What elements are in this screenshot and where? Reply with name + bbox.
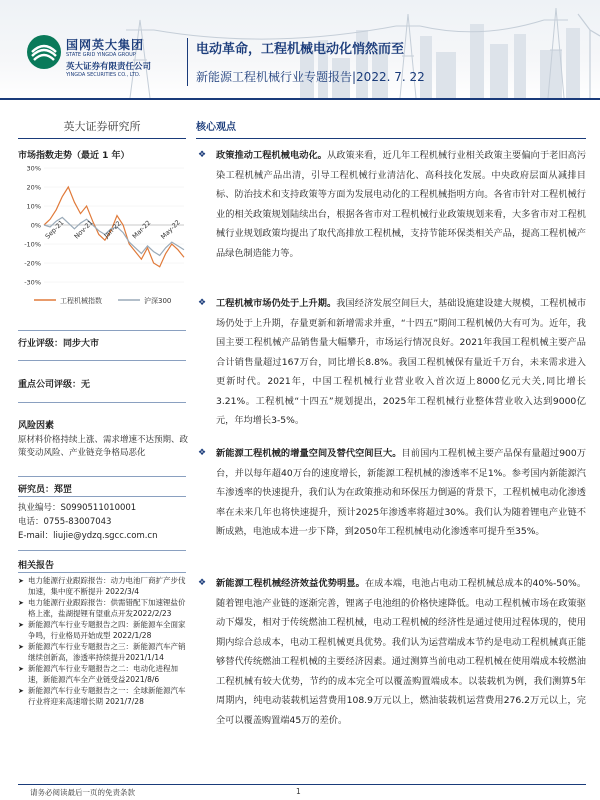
y-tick-label: -10% xyxy=(24,240,41,249)
disclaimer-note: 请务必阅读最后一页的免责条款 xyxy=(30,788,135,797)
researcher: 研究员：郑罡 xyxy=(18,485,73,495)
related-reports-list xyxy=(18,576,188,708)
page-number: 1 xyxy=(296,787,301,796)
diamond-bullet-icon: ❖ xyxy=(198,150,207,160)
company-logo xyxy=(26,32,186,88)
arrow-icon: ➤ xyxy=(18,599,24,607)
company-name-en: STATE GRID YINGDA GROUP xyxy=(66,52,136,58)
y-tick-label: 20% xyxy=(26,183,41,192)
arrow-icon: ➤ xyxy=(18,687,24,695)
institute-name: 英大证券研究所 xyxy=(63,120,141,133)
state-grid-logo-icon xyxy=(26,34,62,70)
core-paragraph: ❖ 新能源工程机械经济效益优势明显。在成本端，电池占电动工程机械总成本的40%-50%。随着锂电池产业链的逐渐完善，锂离子电池组的价格快速降低。电动工程机械市场在政策驱动下爆发，相对于传统燃油工程机械，电动工程机械的经济性是通过使用过程体现的，使用期内综合总成本，电动工程机械更具优势。我们认为运营端成本节约是电动工程机械真正能够替代传统燃油工程机械的主要经济因素。通过测算当前电动工程机械在使用端成本较燃油工程机械有较大优势，节约的成本完全可以覆盖购置端成本。以装载机为例，我们测算5年周期内，纯电动装载机运营费用108.9万元以上，燃油装载机运营费用276.2万元以上，完全可以覆盖购置端45万的差价。 xyxy=(198,574,586,730)
divider xyxy=(18,572,186,573)
company-rating: 重点公司评级：无 xyxy=(18,380,91,390)
y-tick-label: 10% xyxy=(26,202,41,211)
diamond-bullet-icon: ❖ xyxy=(198,578,207,588)
core-paragraph: ❖ 政策推动工程机械电动化。从政策来看，近几年工程机械行业相关政策主要偏向于老旧高污染工程机械产品出清，引导工程机械行业清洁化、高科技化发展。中央政府层面从减排目标、防治技术和支持政策等方面为发展电动化的工程机械指明方向。各省市针对工程机械行业的相关政策规划陆续出台，根据各省市对工程机械行业政策规划来看，大多省市对工程机械行业规划政策均提出了取代高排放工程机械，支持节能环保类相关产品，提高工程机械产品绿色制造能力等。 xyxy=(198,146,586,263)
divider xyxy=(18,402,186,403)
risk-text: 原材料价格持续上涨、需求增速不达预期、政策变动风险、产业链竞争格局恶化 xyxy=(18,435,189,458)
core-rule xyxy=(196,138,586,139)
email[interactable]: E-mail：liujie@ydzq.sgcc.com.cn xyxy=(18,531,158,541)
related-report-item[interactable]: ➤ 新能源汽车行业专题报告之三：新能源汽车产销继续创新高，渗透率持续提升2021/1/14 xyxy=(18,642,186,662)
y-tick-label: 30% xyxy=(26,164,41,173)
index-chart-title: 市场指数走势（最近 1 年） xyxy=(18,151,130,161)
arrow-icon: ➤ xyxy=(18,577,24,585)
subsidiary-name-en: YINGDA SECURITIES CO., LTD. xyxy=(66,72,141,78)
core-paragraph: ❖ 新能源工程机械的增量空间及替代空间巨大。目前国内工程机械主要产品保有量超过900万台，并以每年超40万台的速度增长，新能源工程机械的渗透率不足1%。参考国内新能源汽车渗透率的快速提升，我们认为在政策推动和环保压力倒逼的背景下，工程机械电动化渗透率在未来几年也将快速提升，预计2025年渗透率将超过30%。我们认为随着锂电产业链不断成熟，电池成本进一步下降，到2050年工程机械电动化渗透率可提升至35%。 xyxy=(198,444,586,542)
subsidiary-name-cn: 英大证券有限责任公司 xyxy=(66,62,152,72)
header-divider xyxy=(187,38,188,86)
y-tick-label: -30% xyxy=(24,278,41,287)
header-rule xyxy=(0,98,600,100)
legend-label: 沪深300 xyxy=(144,297,172,305)
related-report-item[interactable]: ➤ 电力能源行业跟踪报告：供需错配下加速锂盐价格上涨，盐湖提锂有望重点开发2022/2/23 xyxy=(18,598,186,618)
phone: 电话：0755-83007043 xyxy=(18,517,112,527)
x-tick-label: Jan-22 xyxy=(102,219,123,240)
core-paragraph: ❖ 工程机械市场仍处于上升期。我国经济发展空间巨大，基础设施建设建大规模，工程机械市场仍处于上升期，存量更新和新增需求并重，“十四五”期间工程机械仍大有可为。近年，我国主要工程机械产品销售量大幅攀升，市场运行情况良好。2021年我国工程机械主要产品合计销售量超过167万台，同比增长8.8%。我国工程机械保有量近千万台，未来需求进入更新时代。2021年，中国工程机械行业营业收入首次迈上8000亿元大关,同比增长3.21%。工程机械“十四五”规划提出，2025年工程机械行业整体营业收入达到9000亿元，年均增长3-5%。 xyxy=(198,294,586,431)
divider xyxy=(18,330,186,331)
divider xyxy=(18,550,186,551)
arrow-icon: ➤ xyxy=(18,665,24,673)
y-tick-label: 0% xyxy=(30,221,41,230)
divider xyxy=(18,496,186,497)
related-report-item[interactable]: ➤ 电力能源行业跟踪报告：动力电池厂商扩产步伐加速，集中度不断提升 2022/3/4 xyxy=(18,576,186,596)
institute-rule xyxy=(18,138,186,139)
related-report-item[interactable]: ➤ 新能源汽车行业专题报告之一：全球新能源汽车行业将迎来高速增长期 2021/7/28 xyxy=(18,686,186,706)
x-tick-label: Nov-21 xyxy=(72,218,95,241)
diamond-bullet-icon: ❖ xyxy=(198,298,207,308)
arrow-icon: ➤ xyxy=(18,643,24,651)
report-header xyxy=(0,0,600,108)
legend-label: 工程机械指数 xyxy=(60,297,102,305)
risk-title: 风险因素 xyxy=(18,421,55,431)
related-report-item[interactable]: ➤ 新能源汽车行业专题报告之四：新能源车全面家争鸣，行业格局开始成型 2022/1/28 xyxy=(18,620,186,640)
company-name-cn: 国网英大集团 xyxy=(66,38,145,52)
report-subtitle: 新能源工程机械行业专题报告|2022. 7. 22 xyxy=(196,70,425,84)
market-index-chart xyxy=(18,162,188,312)
report-title: 电动革命，工程机械电动化悄然而至 xyxy=(196,42,405,57)
core-views-title: 核心观点 xyxy=(196,122,236,133)
x-tick-label: Mar-22 xyxy=(130,218,153,241)
x-tick-label: May-22 xyxy=(159,218,182,241)
related-reports-title: 相关报告 xyxy=(18,561,55,571)
y-tick-label: -20% xyxy=(24,259,41,268)
divider xyxy=(18,360,186,361)
license-number: 执业编号：S0990511010001 xyxy=(18,503,137,513)
related-report-item[interactable]: ➤ 新能源汽车行业专题报告之二：电动化进程加速，新能源汽车全产业链受益2021/8/6 xyxy=(18,664,178,684)
divider xyxy=(18,476,186,477)
footer-rule xyxy=(18,784,586,785)
diamond-bullet-icon: ❖ xyxy=(198,448,207,458)
arrow-icon: ➤ xyxy=(18,621,24,629)
x-tick-label: Sep-21 xyxy=(43,218,66,241)
industry-rating: 行业评级：同步大市 xyxy=(18,339,100,349)
